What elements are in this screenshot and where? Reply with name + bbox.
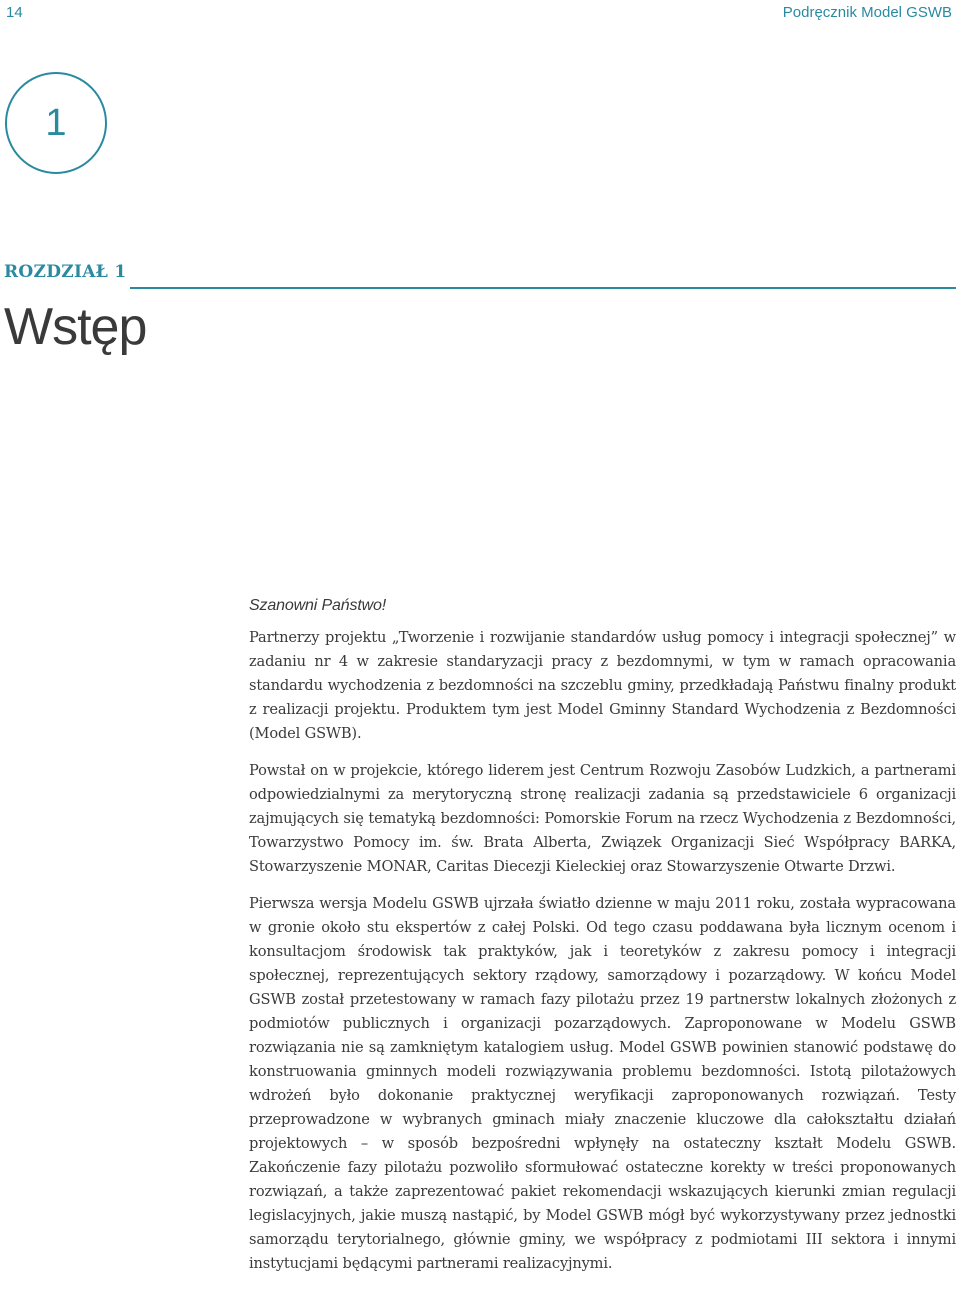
salutation: Szanowni Państwo! xyxy=(249,597,387,614)
paragraph: Partnerzy projektu „Tworzenie i rozwijanie standardów usług pomocy i integracji społecznej” w zadaniu nr 4 w zakresie standaryzacji pracy z bezdomnymi, w tym w ramach opracowania standardu wychodzenia z bezdomności na szczeblu gminy, przedkładają Państwu finalny produkt z realizacji projektu. Produktem tym jest Model Gminny Standard Wychodzenia z Bezdomności (Model GSWB). xyxy=(249,629,956,742)
chapter-number: 1 xyxy=(45,101,67,144)
chapter-divider xyxy=(130,287,956,289)
chapter-label: ROZDZIAŁ 1 xyxy=(4,262,127,282)
running-header-title: Podręcznik Model GSWB xyxy=(782,4,952,21)
body-text xyxy=(249,594,956,1289)
chapter-title: Wstęp xyxy=(4,298,147,356)
page-number: 14 xyxy=(6,4,23,21)
paragraph: Pierwsza wersja Modelu GSWB ujrzała światło dzienne w maju 2011 roku, została wypracowana w gronie około stu ekspertów z całej Polski. Od tego czasu poddawana była licznym ocenom i konsultacjom środowisk tak praktyków, jak i teoretyków z zakresu pomocy i integracji społecznej, reprezentujących sektory rządowy, samorządowy i pozarządowy. W końcu Model GSWB został przetestowany w ramach fazy pilotażu przez 19 partnerstw lokalnych złożonych z podmiotów publicznych i organizacji pozarządowych. Zaproponowane w Modelu GSWB rozwiązania nie są zamkniętym katalogiem usług. Model GSWB powinien stanowić podstawę do konstruowania gminnych modeli rozwiązywania problemu bezdomności. Istotą pilotażowych wdrożeń było dokonanie praktycznej weryfikacji zaproponowanych rozwiązań. Testy przeprowadzone w wybranych gminach miały znaczenie kluczowe dla całokształtu działań projektowych – w sposób bezpośredni wpłynęły na ostateczny kształt Modelu GSWB. Zakończenie fazy pilotażu pozwoliło sformułować ostateczne korekty w treści proponowanych rozwiązań, a także zaprezentować pakiet rekomendacji wskazujących kierunki zmian regulacji legislacyjnych, jakie muszą nastąpić, by Model GSWB mógł być wykorzystywany przez jednostki samorządu terytorialnego, głównie gminy, we współpracy z podmiotami III sektora i innymi instytucjami będącymi partnerami realizacyjnymi. xyxy=(249,895,956,1272)
chapter-number-circle xyxy=(5,72,107,174)
paragraph: Powstał on w projekcie, którego liderem jest Centrum Rozwoju Zasobów Ludzkich, a partnerami odpowiedzialnymi za merytoryczną stronę realizacji zadania są przedstawiciele 6 organizacji zajmujących się tematyką bezdomności: Pomorskie Forum na rzecz Wychodzenia z Bezdomności, Towarzystwo Pomocy im. św. Brata Alberta, Związek Organizacji Sieć Współpracy BARKA, Stowarzyszenie MONAR, Caritas Diecezji Kieleckiej oraz Stowarzyszenie Otwarte Drzwi. xyxy=(249,762,956,875)
